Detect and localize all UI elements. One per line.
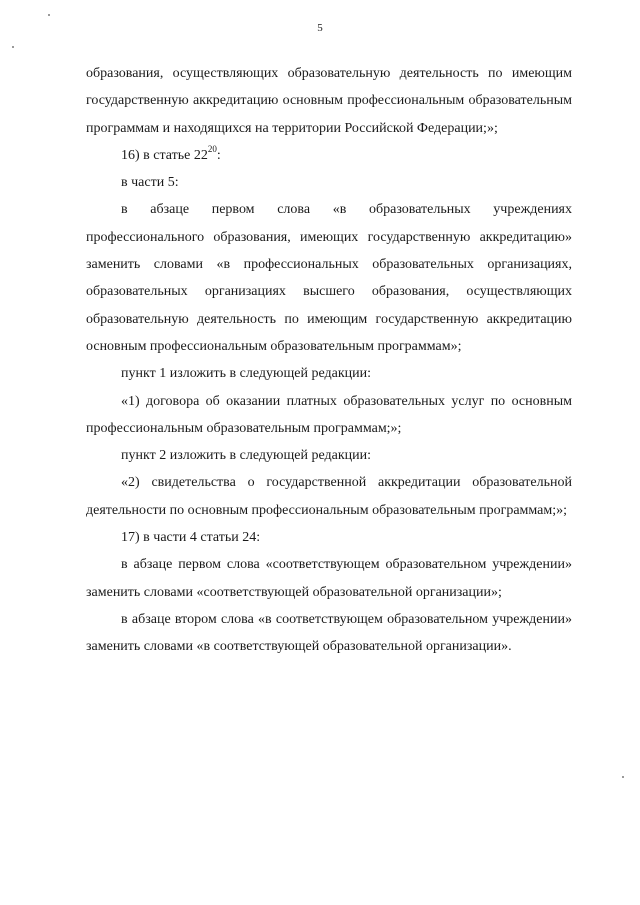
paragraph-point-1-text: «1) договора об оказании платных образовательных услуг по основным профессиональным образовательным программам;»; [86, 393, 572, 436]
item-16-colon: : [216, 147, 221, 163]
item-16-text: 16) в статье 22 [121, 147, 208, 163]
page-number: 5 [317, 22, 323, 34]
scan-speck [48, 14, 50, 16]
paragraph-amendment-third: в абзаце втором слова «в соответствующем образовательном учреждении» заменить словами «в соответствующей образовательной организации». [86, 611, 572, 655]
paragraph-part-5: в части 5: [121, 175, 179, 191]
scan-speck [12, 46, 14, 48]
document-body [86, 60, 572, 661]
paragraph-amendment-second: в абзаце первом слова «соответствующем образовательном учреждении» заменить словами «соответствующей образовательной организации»; [86, 557, 572, 600]
paragraph-item-17: 17) в части 4 статьи 24: [121, 530, 261, 546]
paragraph-amendment-first: в абзаце первом слова «в образовательных учреждениях профессионального образования, имеющих государственную аккредитацию» заменить словами «в профессиональных образовательных организациях, образовательных организациях высшего образования, осуществляющих образовательную деятельность по имеющим государственную аккредитацию основным профессиональным образовательным программам»; [86, 202, 572, 354]
article-superscript: 20 [207, 144, 217, 155]
paragraph-point-1-intro: пункт 1 изложить в следующей редакции: [121, 366, 371, 382]
paragraph-point-2-text: «2) свидетельства о государственной аккредитации образовательной деятельности по основным профессиональным образовательным программам;»; [86, 475, 572, 518]
paragraph-item-16 [86, 142, 572, 169]
paragraph-continuation: образования, осуществляющих образовательную деятельность по имеющим государственную аккредитацию основным профессиональным образовательным программам и находящихся на территории Российской Федерации;»; [86, 66, 572, 136]
paragraph-point-2-intro: пункт 2 изложить в следующей редакции: [121, 448, 371, 464]
scan-speck [622, 776, 624, 778]
